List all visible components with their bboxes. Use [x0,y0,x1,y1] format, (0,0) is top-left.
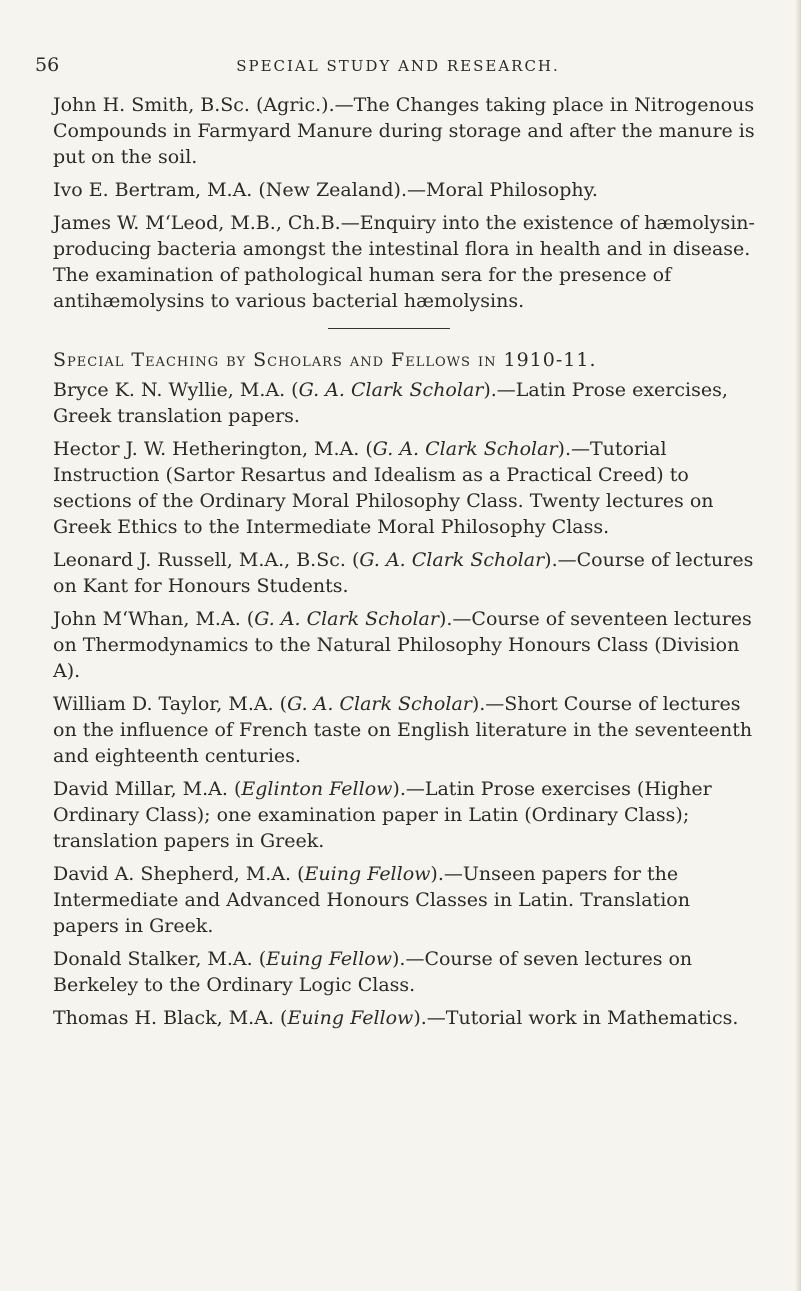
entry-name: William D. Taylor, M.A. ( [53,693,288,715]
entry-text: —The Changes taking place in Nitrogenous Compounds in Farmyard Manure during storage and after the manure is put on the soil. [53,94,755,168]
research-entry [53,177,756,203]
page-content [53,92,756,1038]
teaching-entry [53,606,756,684]
entry-name: John M‘Whan, M.A. ( [53,608,255,630]
entry-text: ).—Tutorial work in Mathematics. [413,1007,739,1029]
entry-title: Euing Fellow [266,948,392,970]
entry-title: Eglinton Fellow [241,778,393,800]
entry-title: G. A. Clark Scholar [298,379,484,401]
entry-name: David A. Shepherd, M.A. ( [53,863,305,885]
teaching-entry [53,861,756,939]
teaching-entry [53,946,756,998]
teaching-entry [53,1005,756,1031]
entry-name: Thomas H. Black, M.A. ( [53,1007,288,1029]
entry-name: David Millar, M.A. ( [53,778,242,800]
section-title: Special Teaching by Scholars and Fellows in 1910-11. [53,349,597,371]
teaching-entry [53,691,756,769]
entry-name: Leonard J. Russell, M.A., B.Sc. ( [53,549,360,571]
entry-text: ).—Tutorial Instruction (Sartor Resartus and Idealism as a Practical Creed) to sections of the Ordinary Moral Philosophy Class. Twenty lectures on Greek Ethics to the Intermediate Moral Philosophy Class. [53,438,714,538]
page-edge-shadow [795,0,801,1291]
entry-title: G. A. Clark Scholar [254,608,439,630]
entry-text: ).—Latin Prose exercises, Greek translation papers. [53,379,728,427]
entry-name: Hector J. W. Hetherington, M.A. ( [53,438,373,460]
teaching-entry [53,377,756,429]
entry-text: ).—Course of lectures on Kant for Honours Students. [53,549,754,597]
entry-title: G. A. Clark Scholar [359,549,545,571]
entry-title: G. A. Clark Scholar [287,693,472,715]
entry-name: John H. Smith, B.Sc. (Agric.). [53,94,335,116]
entry-name: Bryce K. N. Wyllie, M.A. ( [53,379,299,401]
research-entry [53,210,756,314]
entry-text: —Enquiry into the existence of hæmolysin-producing bacteria amongst the intestinal flora in health and in disease. The examination of pathological human sera for the presence of antihæmolysins to various bacterial hæmolysins. [53,212,755,312]
entry-text: ).—Course of seventeen lectures on Thermodynamics to the Natural Philosophy Honours Class (Division A). [53,608,752,682]
section-divider [328,328,450,329]
teaching-entry [53,436,756,540]
entry-text: —Moral Philosophy. [407,179,598,201]
teaching-entry [53,776,756,854]
entry-text: ).—Unseen papers for the Intermediate and Advanced Honours Classes in Latin. Translation papers in Greek. [53,863,690,937]
research-entry [53,92,756,170]
entry-text: ).—Latin Prose exercises (Higher Ordinary Class); one examination paper in Latin (Ordinary Class); translation papers in Greek. [53,778,712,852]
entry-name: Donald Stalker, M.A. ( [53,948,267,970]
entry-name: Ivo E. Bertram, M.A. (New Zealand). [53,179,408,201]
entry-title: Euing Fellow [304,863,431,885]
entry-text: ).—Short Course of lectures on the influence of French taste on English literature in the seventeenth and eighteenth centuries. [53,693,753,767]
entry-title: G. A. Clark Scholar [372,438,558,460]
entry-title: Euing Fellow [287,1007,414,1029]
page-number: 56 [35,54,60,76]
entry-text: ).—Course of seven lectures on Berkeley to the Ordinary Logic Class. [53,948,693,996]
page-header [35,54,761,78]
teaching-entry [53,547,756,599]
entry-name: James W. M‘Leod, M.B., Ch.B. [53,212,341,234]
running-head: SPECIAL STUDY AND RESEARCH. [236,57,560,75]
